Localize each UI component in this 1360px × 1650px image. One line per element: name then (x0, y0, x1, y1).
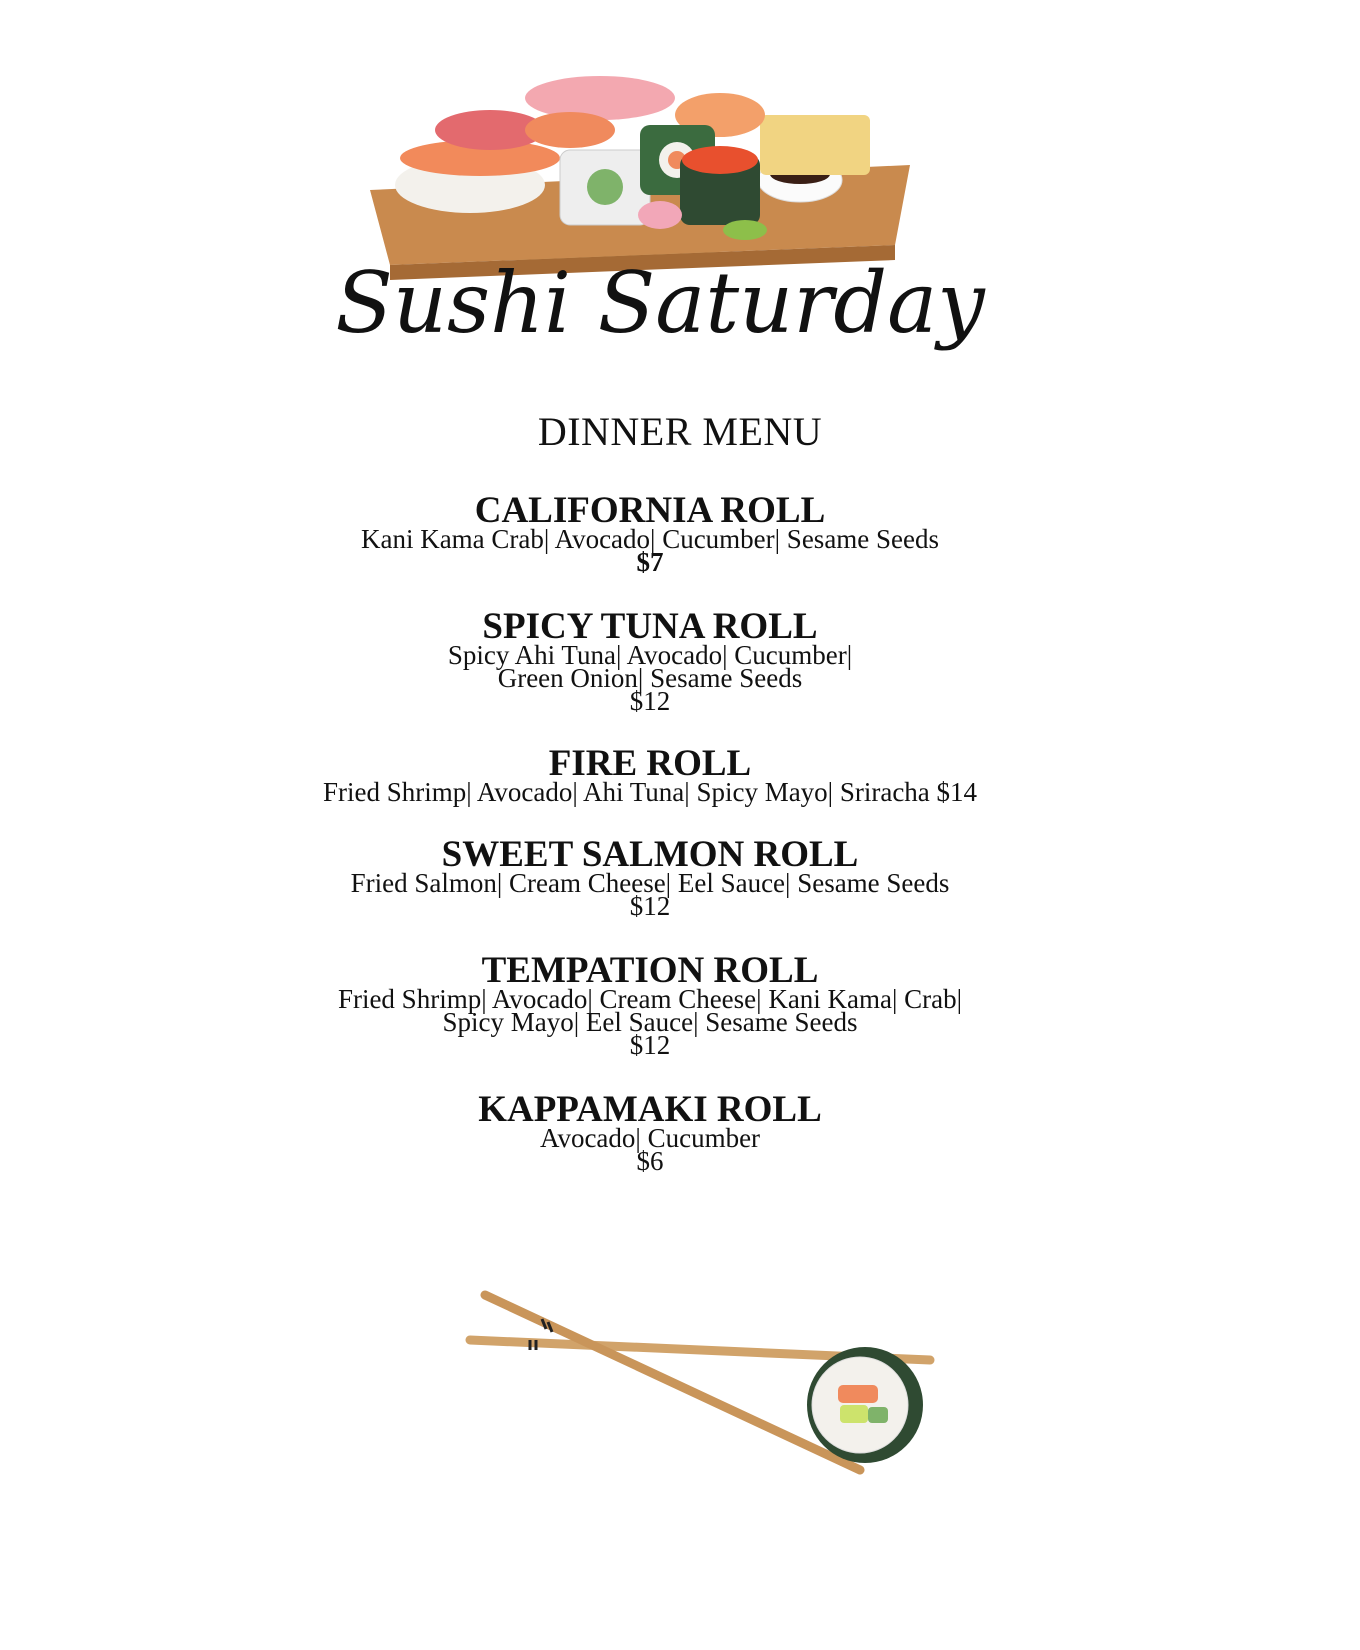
menu-item (0, 950, 1300, 1060)
item-name: FIRE ROLL (548, 743, 752, 784)
item-description: Fried Shrimp| Avocado| Cream Cheese| Kani Kama| Crab| (337, 984, 963, 1014)
item-price: $7 (636, 547, 664, 577)
menu-item (0, 490, 1300, 577)
item-name: KAPPAMAKI ROLL (478, 1089, 822, 1130)
item-name: TEMPATION ROLL (481, 950, 819, 991)
item-price: $12 (629, 1030, 671, 1060)
item-price: $12 (629, 686, 671, 716)
item-description: Fried Salmon| Cream Cheese| Eel Sauce| Sesame Seeds (350, 868, 950, 898)
item-description: Fried Shrimp| Avocado| Ahi Tuna| Spicy Mayo| Sriracha $14 (322, 777, 978, 807)
logo-script-text: Sushi Saturday (335, 254, 985, 352)
menu-item (0, 606, 1300, 716)
item-description: Green Onion| Sesame Seeds (497, 663, 803, 693)
sushi-platter-illustration (335, 70, 985, 370)
item-description: Spicy Ahi Tuna| Avocado| Cucumber| (447, 640, 853, 670)
menu-item (0, 834, 1300, 921)
menu-title: DINNER MENU (537, 409, 823, 454)
menu-items (0, 490, 1300, 1176)
item-name: SPICY TUNA ROLL (482, 606, 818, 647)
item-price: $6 (636, 1146, 664, 1176)
item-description: Avocado| Cucumber (539, 1123, 761, 1153)
item-name: CALIFORNIA ROLL (474, 490, 826, 531)
item-name: SWEET SALMON ROLL (441, 834, 859, 875)
item-price: $12 (629, 891, 671, 921)
item-description: Kani Kama Crab| Avocado| Cucumber| Sesame Seeds (360, 524, 940, 554)
item-description: Spicy Mayo| Eel Sauce| Sesame Seeds (442, 1007, 858, 1037)
menu-item (0, 1089, 1300, 1176)
menu-item (0, 743, 1300, 807)
chopsticks-sushi-illustration (460, 1285, 950, 1485)
